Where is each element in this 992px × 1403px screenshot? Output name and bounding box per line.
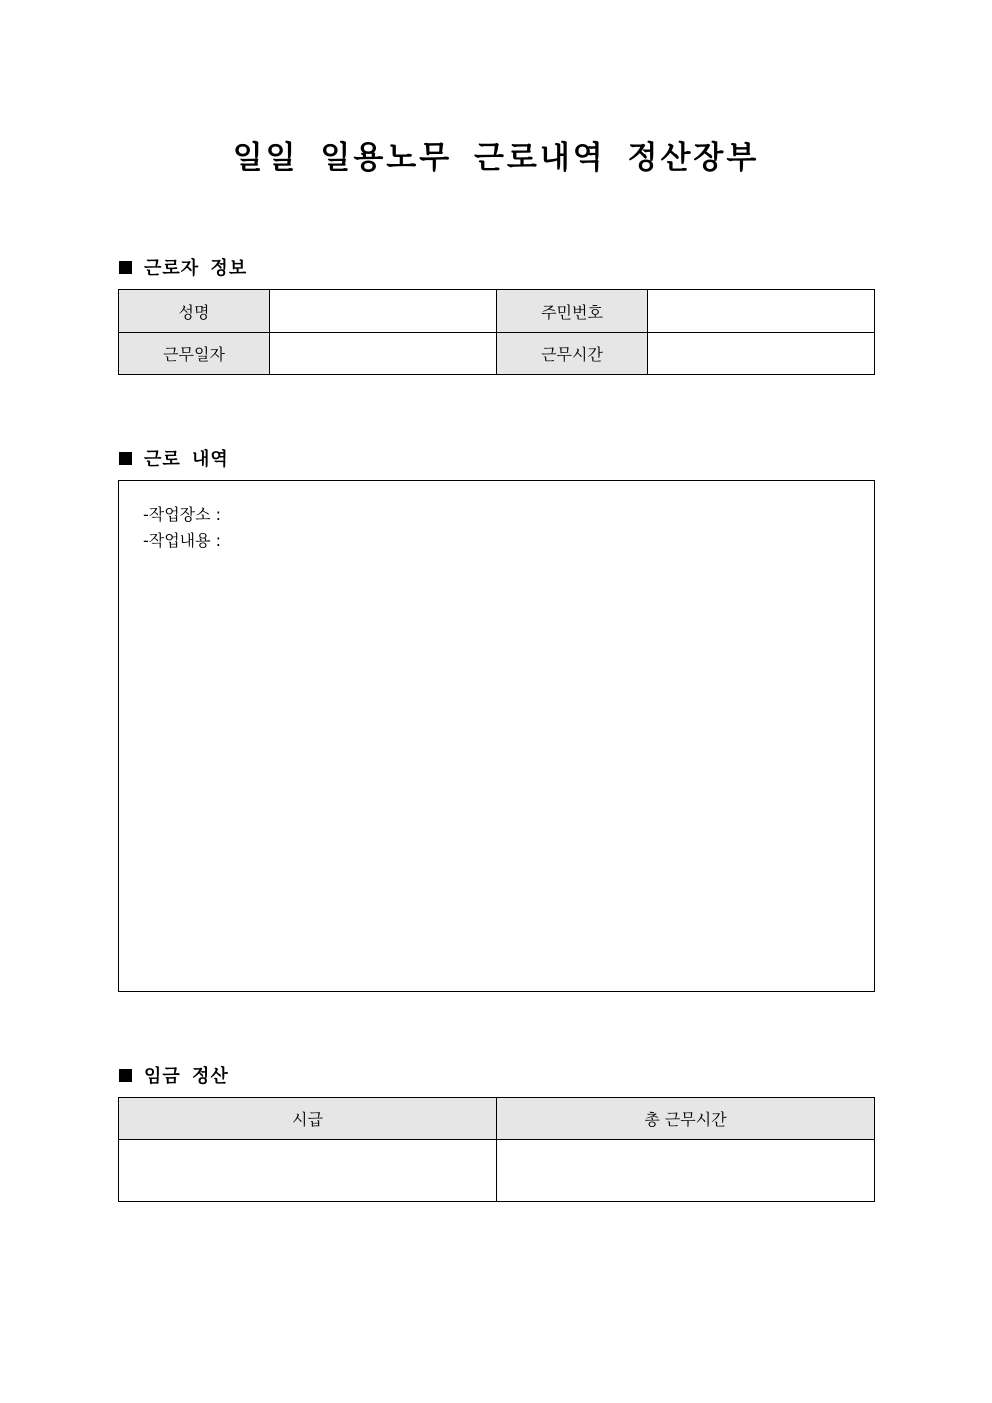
name-field[interactable] <box>270 290 497 333</box>
worker-info-table <box>118 289 875 375</box>
work-place-label: -작업장소 : <box>143 505 222 524</box>
section-heading-label: 근로자 정보 <box>144 258 248 279</box>
work-details-box[interactable] <box>118 480 875 992</box>
section-heading-label: 근로 내역 <box>144 449 229 470</box>
id-number-field[interactable] <box>648 290 875 333</box>
work-date-field[interactable] <box>270 333 497 375</box>
section-heading-wage <box>119 1062 229 1088</box>
bullet-square-icon <box>119 452 132 465</box>
bullet-square-icon <box>119 1069 132 1082</box>
hourly-wage-label: 시급 <box>119 1098 497 1140</box>
bullet-square-icon <box>119 261 132 274</box>
section-heading-label: 임금 정산 <box>144 1066 229 1087</box>
work-place-line <box>143 502 221 525</box>
page-title: 일일 일용노무 근로내역 정산장부 <box>232 140 760 176</box>
work-content-label: -작업내용 : <box>143 531 222 550</box>
wage-table <box>118 1097 875 1202</box>
work-date-label: 근무일자 <box>119 333 270 375</box>
work-time-label: 근무시간 <box>497 333 648 375</box>
id-number-label: 주민번호 <box>497 290 648 333</box>
work-time-field[interactable] <box>648 333 875 375</box>
total-hours-field[interactable] <box>497 1140 875 1202</box>
total-hours-label: 총 근무시간 <box>497 1098 875 1140</box>
section-heading-work-details <box>119 445 229 471</box>
work-content-line <box>143 528 221 551</box>
section-heading-worker-info <box>119 254 247 280</box>
name-label: 성명 <box>119 290 270 333</box>
hourly-wage-field[interactable] <box>119 1140 497 1202</box>
